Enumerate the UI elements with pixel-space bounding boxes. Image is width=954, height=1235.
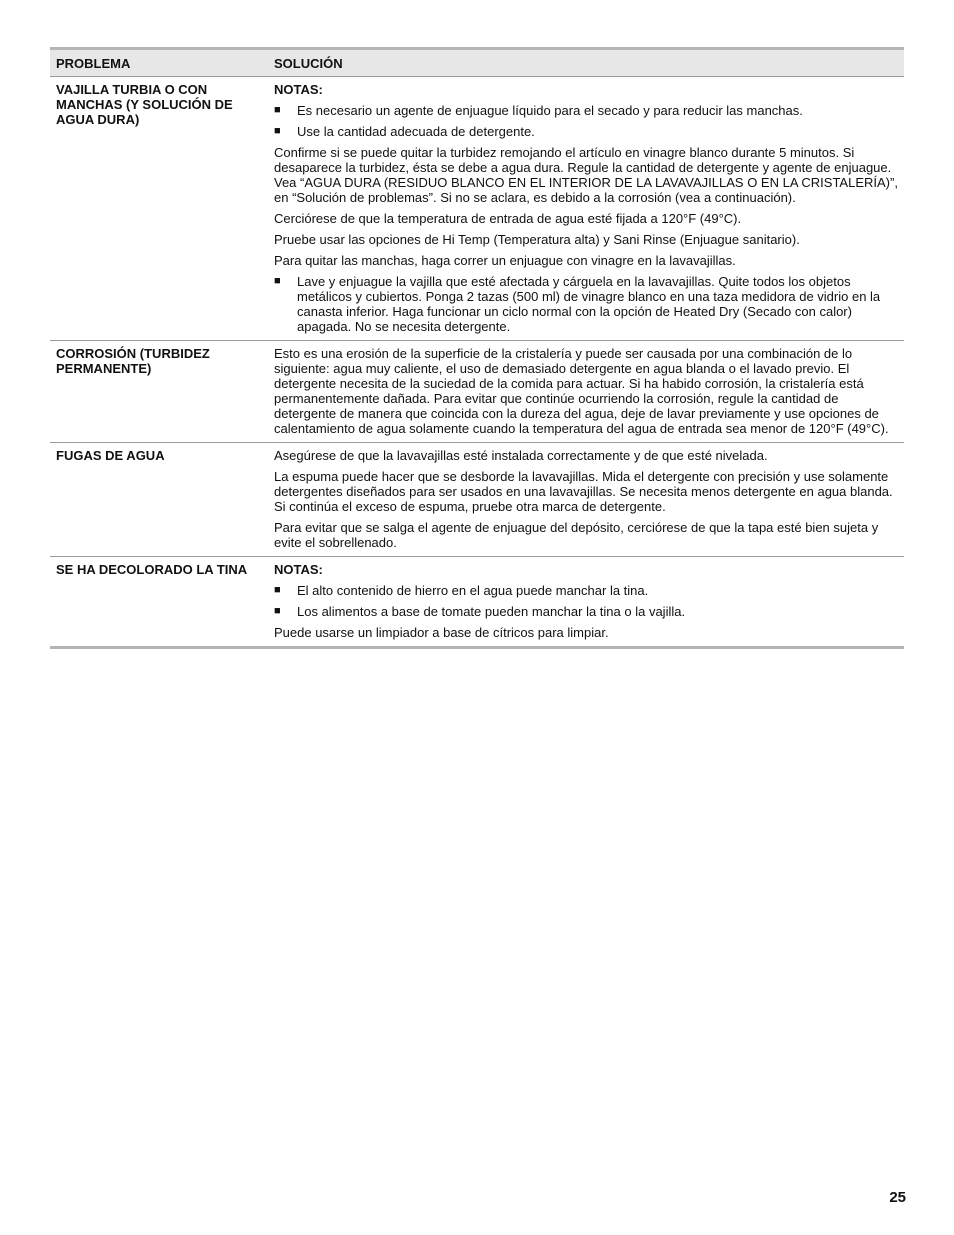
table-row xyxy=(50,77,904,341)
table-row xyxy=(50,341,904,443)
bullet-square-icon: ■ xyxy=(274,125,281,137)
bullet-item xyxy=(274,274,898,334)
bullet-text: Lave y enjuague la vajilla que esté afectada y cárguela en la lavavajillas. Quite todos los objetos metálicos y cubiertos. Ponga 2 tazas (500 ml) de vinagre blanco en una taza medidora de vidrio en la canasta inferior. Haga funcionar un ciclo normal con la opción de Heated Dry (Secado con calor) apagada. No se necesita detergente. xyxy=(297,274,881,334)
solution-paragraph: Confirme si se puede quitar la turbidez remojando el artículo en vinagre blanco durante 5 minutos. Si desaparece la turbidez, ésta se debe a agua dura. Regule la cantidad de detergente y agente de enjuague. Vea “AGUA DURA (RESIDUO BLANCO EN EL INTERIOR DE LA LAVAVAJILLAS O EN LA CRISTALERÍA)”, en “Solución de problemas”. Si no se aclara, es debido a la corrosión (vea a continuación). xyxy=(274,145,898,205)
bullet-item xyxy=(274,604,898,619)
solution-paragraph: Cerciórese de que la temperatura de entrada de agua esté fijada a 120°F (49°C). xyxy=(274,211,742,226)
problem-cell: SE HA DECOLORADO LA TINA xyxy=(50,557,268,647)
header-problem: PROBLEMA xyxy=(50,50,268,77)
bullet-square-icon: ■ xyxy=(274,605,281,617)
notes-label: NOTAS: xyxy=(274,82,323,97)
page-number: 25 xyxy=(889,1189,906,1206)
table-header-row xyxy=(50,50,904,77)
notes-label: NOTAS: xyxy=(274,562,323,577)
solution-paragraph: Asegúrese de que la lavavajillas esté instalada correctamente y de que esté nivelada. xyxy=(274,448,768,463)
bullet-text: Los alimentos a base de tomate pueden manchar la tina o la vajilla. xyxy=(297,604,686,619)
bullet-item xyxy=(274,103,898,118)
table-row xyxy=(50,443,904,557)
table-body xyxy=(50,77,904,647)
solution-paragraph: Puede usarse un limpiador a base de cítricos para limpiar. xyxy=(274,625,609,640)
solution-paragraph: Esto es una erosión de la superficie de la cristalería y puede ser causada por una combinación de lo siguiente: agua muy caliente, el uso de demasiado detergente en agua blanda o el lavado previo. El detergente necesita de la suciedad de la comida para actuar. Si ha habido corrosión, la cristalería está permanentemente dañada. Para evitar que continúe ocurriendo la corrosión, regule la cantidad de detergente de manera que coincida con la dureza del agua, deje de lavar previamente y use opciones de calentamiento de agua solamente cuando la temperatura del agua de entrada sea menor de 120°F (49°C). xyxy=(274,346,889,436)
troubleshooting-table-container xyxy=(50,47,904,649)
bullet-text: El alto contenido de hierro en el agua puede manchar la tina. xyxy=(297,583,649,598)
solution-cell xyxy=(268,341,904,443)
problem-cell: CORROSIÓN (TURBIDEZ PERMANENTE) xyxy=(50,341,268,443)
solution-paragraph: Para quitar las manchas, haga correr un enjuague con vinagre en la lavavajillas. xyxy=(274,253,736,268)
solution-cell xyxy=(268,557,904,647)
bullet-item xyxy=(274,124,898,139)
solution-paragraph: Para evitar que se salga el agente de enjuague del depósito, cerciórese de que la tapa esté bien sujeta y evite el sobrellenado. xyxy=(274,520,879,550)
header-solution: SOLUCIÓN xyxy=(268,50,904,77)
table-row xyxy=(50,557,904,647)
solution-cell xyxy=(268,77,904,341)
bullet-item xyxy=(274,583,898,598)
problem-cell: VAJILLA TURBIA O CON MANCHAS (Y SOLUCIÓN DE AGUA DURA) xyxy=(56,82,233,127)
troubleshooting-table xyxy=(50,50,904,646)
problem-cell: FUGAS DE AGUA xyxy=(50,443,268,557)
bullet-square-icon: ■ xyxy=(274,275,281,287)
bullet-text: Es necesario un agente de enjuague líquido para el secado y para reducir las manchas. xyxy=(297,103,803,118)
bullet-square-icon: ■ xyxy=(274,104,281,116)
solution-paragraph: La espuma puede hacer que se desborde la lavavajillas. Mida el detergente con precisión y use solamente detergentes diseñados para ser usados en una lavavajillas. Se necesita menos detergente en agua blanda. Si continúa el exceso de espuma, pruebe otra marca de detergente. xyxy=(274,469,893,514)
solution-cell xyxy=(268,443,904,557)
bullet-text: Use la cantidad adecuada de detergente. xyxy=(297,124,535,139)
bullet-square-icon: ■ xyxy=(274,584,281,596)
solution-paragraph: Pruebe usar las opciones de Hi Temp (Temperatura alta) y Sani Rinse (Enjuague sanitario). xyxy=(274,232,800,247)
